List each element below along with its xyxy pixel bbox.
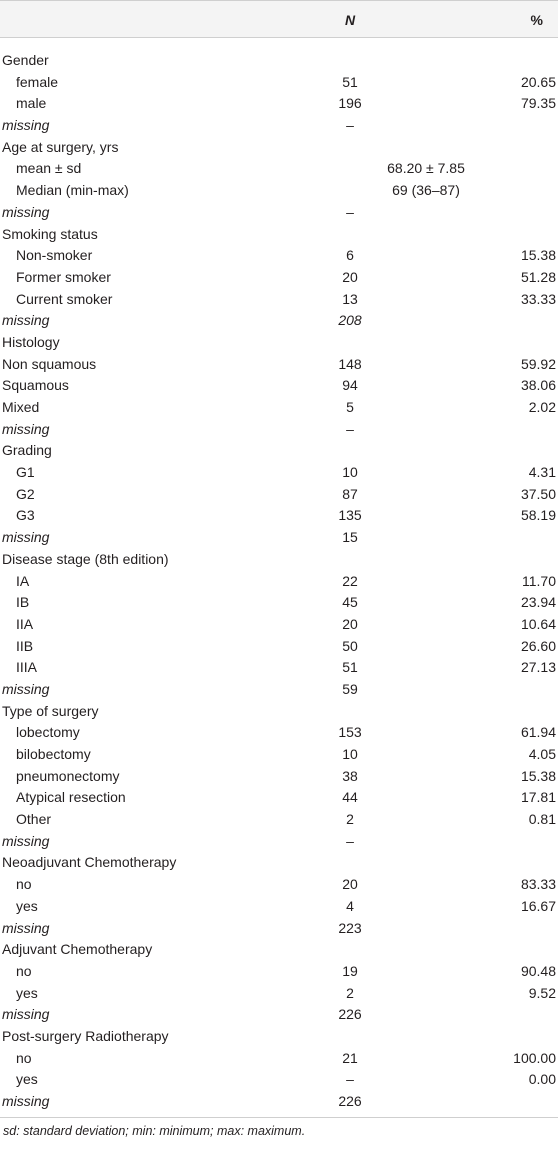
category-label: Non squamous <box>2 355 97 372</box>
percent-value: 11.70 <box>522 572 556 589</box>
table-row <box>0 722 558 744</box>
n-value: 94 <box>342 377 358 394</box>
subcategory-label: Atypical resection <box>16 789 126 806</box>
table-row <box>0 918 558 940</box>
table-row <box>0 549 558 571</box>
category-label: Post-surgery Radiotherapy <box>2 1027 169 1044</box>
category-label: Smoking status <box>2 225 98 242</box>
n-value: 59 <box>342 680 358 697</box>
percent-value: 15.38 <box>520 767 556 784</box>
n-value: 13 <box>342 290 358 307</box>
table-row <box>0 310 558 332</box>
n-value: 20 <box>342 268 358 285</box>
missing-label: missing <box>2 832 50 849</box>
subcategory-label: no <box>16 876 32 893</box>
table-row <box>0 224 558 246</box>
n-value: 135 <box>338 507 362 524</box>
table-row <box>0 462 558 484</box>
table-row <box>0 614 558 636</box>
percent-value: 17.81 <box>520 789 556 806</box>
table-row <box>0 766 558 788</box>
category-label: Age at surgery, yrs <box>2 138 119 155</box>
header-percent: % <box>530 12 543 28</box>
percent-value: 26.60 <box>520 637 556 654</box>
subcategory-label: yes <box>16 984 38 1001</box>
percent-value: 4.31 <box>528 464 556 481</box>
table-row <box>0 332 558 354</box>
percent-value: 58.19 <box>520 507 556 524</box>
table-row <box>0 571 558 593</box>
table-row <box>0 1091 558 1113</box>
table-row <box>0 93 558 115</box>
n-value: – <box>346 420 354 437</box>
subcategory-label: Non-smoker <box>16 247 93 264</box>
table-row <box>0 852 558 874</box>
n-value: – <box>346 203 354 220</box>
n-value: – <box>346 1071 354 1088</box>
n-value: – <box>346 117 354 134</box>
n-value: – <box>346 832 354 849</box>
table-row <box>0 1069 558 1091</box>
table-row <box>0 50 558 72</box>
missing-label: missing <box>2 529 50 546</box>
table-row <box>0 1048 558 1070</box>
subcategory-label: Former smoker <box>16 268 111 285</box>
subcategory-label: yes <box>16 897 38 914</box>
percent-value: 79.35 <box>520 95 556 112</box>
n-value: 153 <box>338 724 362 741</box>
n-value: 87 <box>342 485 358 502</box>
table-row <box>0 397 558 419</box>
subcategory-label: Median (min-max) <box>16 182 129 199</box>
percent-value: 37.50 <box>520 485 556 502</box>
table-bottom-rule <box>0 1117 558 1118</box>
percent-value: 59.92 <box>520 355 556 372</box>
category-label: Squamous <box>2 377 69 394</box>
table-row <box>0 636 558 658</box>
category-label: Histology <box>2 333 60 350</box>
percent-value: 15.38 <box>520 247 556 264</box>
missing-label: missing <box>2 919 50 936</box>
n-value: 45 <box>342 594 358 611</box>
subcategory-label: G1 <box>16 464 35 481</box>
percent-value: 9.52 <box>528 984 556 1001</box>
subcategory-label: mean ± sd <box>16 160 82 177</box>
subcategory-label: male <box>16 95 47 112</box>
n-value: 208 <box>338 312 362 329</box>
n-value: 196 <box>338 95 362 112</box>
n-value: 10 <box>342 464 358 481</box>
table-row <box>0 961 558 983</box>
table-row <box>0 115 558 137</box>
subcategory-label: IA <box>16 572 30 589</box>
percent-value: 51.28 <box>520 268 556 285</box>
table-row <box>0 679 558 701</box>
percent-value: 90.48 <box>520 962 556 979</box>
category-label: Disease stage (8th edition) <box>2 550 169 567</box>
table-row <box>0 180 558 202</box>
n-value: 51 <box>342 659 358 676</box>
table-row <box>0 1004 558 1026</box>
subcategory-label: no <box>16 1049 32 1066</box>
category-label: Gender <box>2 52 49 68</box>
subcategory-label: no <box>16 962 32 979</box>
n-value: 226 <box>338 1093 362 1109</box>
percent-value: 2.02 <box>528 399 556 415</box>
table-row <box>0 592 558 614</box>
n-value: 2 <box>346 811 354 828</box>
table-row <box>0 375 558 397</box>
table-row <box>0 701 558 723</box>
percent-value: 0.81 <box>528 811 556 828</box>
table-row <box>0 440 558 462</box>
table-row <box>0 72 558 94</box>
table-header <box>0 0 558 38</box>
table-footnote: sd: standard deviation; min: minimum; max: maximum. <box>3 1124 306 1138</box>
table-row <box>0 245 558 267</box>
n-value: 44 <box>342 789 358 806</box>
table-body <box>0 38 558 1113</box>
percent-value: 23.94 <box>520 594 556 611</box>
percent-value: 10.64 <box>520 615 556 632</box>
category-label: Grading <box>2 442 52 459</box>
n-value: 50 <box>342 637 358 654</box>
subcategory-label: Other <box>16 811 52 828</box>
subcategory-label: IB <box>16 594 30 611</box>
missing-label: missing <box>2 203 50 220</box>
percent-value: 16.67 <box>520 897 556 914</box>
table-row <box>0 137 558 159</box>
n-value: 4 <box>346 897 354 914</box>
n-value: 38 <box>342 767 358 784</box>
table-row <box>0 787 558 809</box>
n-value: 20 <box>342 615 358 632</box>
n-value: 148 <box>338 355 362 372</box>
table-row <box>0 267 558 289</box>
subcategory-label: IIA <box>16 615 34 632</box>
percent-value: 33.33 <box>520 290 556 307</box>
percent-value: 100.00 <box>513 1049 556 1066</box>
category-label: Type of surgery <box>2 702 99 719</box>
n-value: 19 <box>342 962 358 979</box>
subcategory-label: IIB <box>16 637 34 654</box>
subcategory-label: G3 <box>16 507 35 524</box>
table-row <box>0 419 558 441</box>
percent-value: 0.00 <box>528 1071 556 1088</box>
subcategory-label: female <box>16 73 59 90</box>
n-value: 223 <box>338 919 362 936</box>
n-value: 22 <box>342 572 358 589</box>
missing-label: missing <box>2 117 50 134</box>
category-label: Neoadjuvant Chemotherapy <box>2 854 177 871</box>
n-value: 51 <box>342 73 358 90</box>
summary-value: 68.20 ± 7.85 <box>387 160 465 177</box>
table-row <box>0 939 558 961</box>
n-value: 21 <box>342 1049 358 1066</box>
table-row <box>0 983 558 1005</box>
table-row <box>0 158 558 180</box>
table-row <box>0 1026 558 1048</box>
table-row <box>0 809 558 831</box>
subcategory-label: yes <box>16 1071 38 1088</box>
subcategory-label: G2 <box>16 485 35 502</box>
n-value: 5 <box>346 399 354 415</box>
subcategory-label: Current smoker <box>16 290 113 307</box>
table-row <box>0 744 558 766</box>
table-row <box>0 896 558 918</box>
subcategory-label: lobectomy <box>16 724 80 741</box>
category-label: Mixed <box>2 399 40 415</box>
percent-value: 27.13 <box>520 659 556 676</box>
missing-label: missing <box>2 1093 50 1109</box>
n-value: 6 <box>346 247 354 264</box>
summary-value: 69 (36–87) <box>392 182 460 199</box>
n-value: 226 <box>338 1006 362 1023</box>
header-n: N <box>344 12 356 28</box>
table-row <box>0 289 558 311</box>
table-row <box>0 202 558 224</box>
missing-label: missing <box>2 420 50 437</box>
table-row <box>0 484 558 506</box>
table-row <box>0 831 558 853</box>
percent-value: 4.05 <box>528 746 556 762</box>
percent-value: 61.94 <box>520 724 556 741</box>
subcategory-label: bilobectomy <box>16 746 91 762</box>
percent-value: 20.65 <box>520 73 556 90</box>
missing-label: missing <box>2 680 50 697</box>
n-value: 2 <box>346 984 354 1001</box>
table-row <box>0 527 558 549</box>
table-row <box>0 505 558 527</box>
table-row <box>0 657 558 679</box>
percent-value: 83.33 <box>520 876 556 893</box>
subcategory-label: IIIA <box>16 659 38 676</box>
missing-label: missing <box>2 1006 50 1023</box>
n-value: 20 <box>342 876 358 893</box>
table-row <box>0 874 558 896</box>
table-row <box>0 354 558 376</box>
percent-value: 38.06 <box>520 377 556 394</box>
subcategory-label: pneumonectomy <box>16 767 120 784</box>
missing-label: missing <box>2 312 50 329</box>
category-label: Adjuvant Chemotherapy <box>2 941 153 958</box>
n-value: 10 <box>342 746 358 762</box>
n-value: 15 <box>342 529 358 546</box>
